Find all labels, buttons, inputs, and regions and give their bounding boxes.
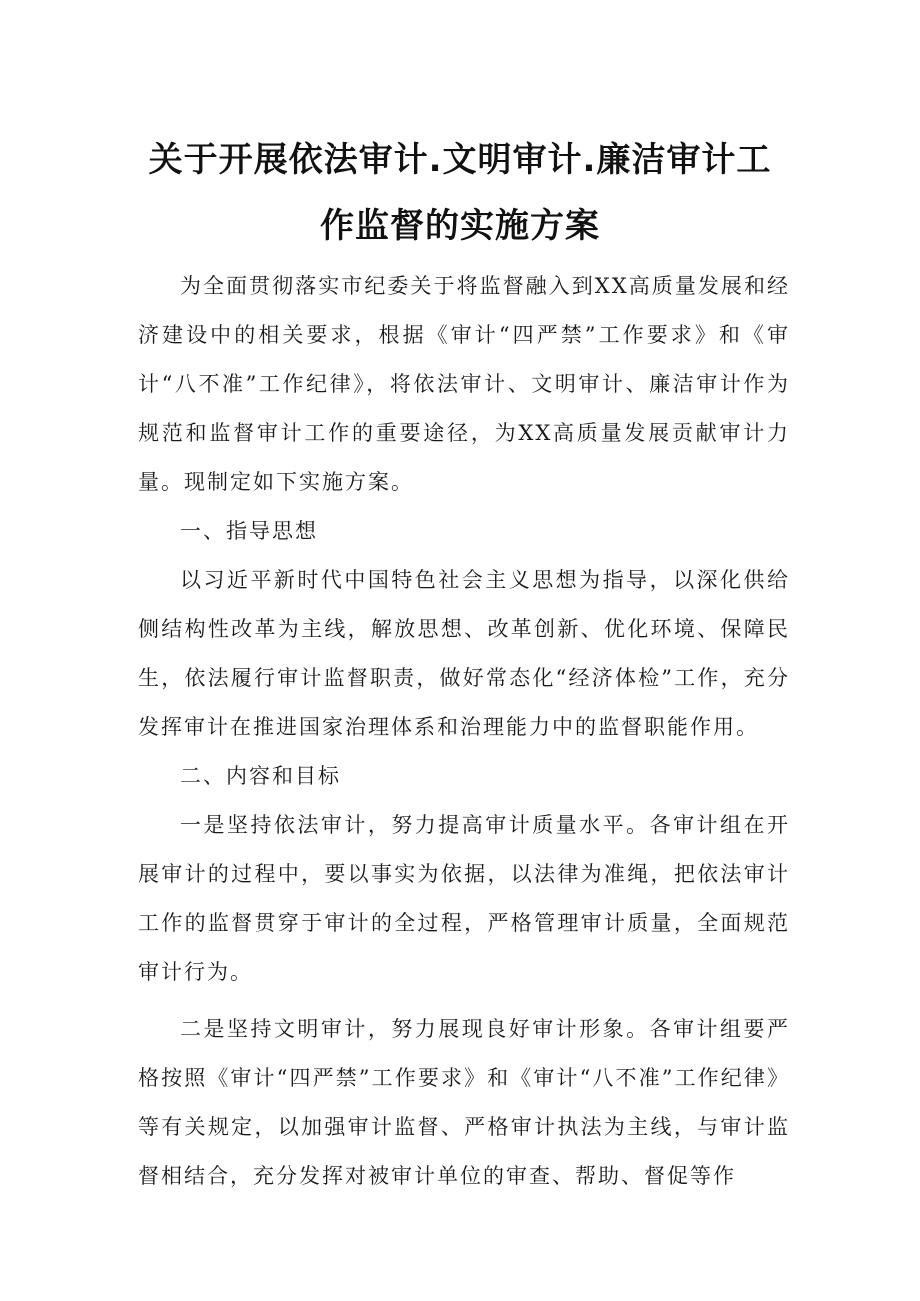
- section-heading-content-and-goals: 二、内容和目标: [180, 764, 341, 788]
- section-heading-guiding-ideology: 一、指导思想: [180, 519, 318, 543]
- document-title-line-2: 作监督的实施方案: [320, 206, 600, 246]
- document-body: [138, 262, 790, 1201]
- guiding-ideology-paragraph: 以习近平新时代中国特色社会主义思想为指导，以深化供给侧结构性改革为主线，解放思想、改革创新、优化环境、保障民生，依法履行审计监督职责，做好常态化“经济体检”工作，充分发挥审计在推进国家治理体系和治理能力中的监督职能作用。: [138, 568, 790, 739]
- civilized-audit-paragraph: 二是坚持文明审计，努力展现良好审计形象。各审计组要严格按照《审计“四严禁”工作要求》和《审计“八不准”工作纪律》等有关规定，以加强审计监督、严格审计执法为主线，与审计监督相结合，充分发挥对被审计单位的审查、帮助、督促等作: [138, 1017, 790, 1188]
- document-title-line-1: 关于开展依法审计.文明审计.廉洁审计工: [148, 140, 772, 180]
- lawful-audit-paragraph: 一是坚持依法审计，努力提高审计质量水平。各审计组在开展审计的过程中，要以事实为依据，以法律为准绳，把依法审计工作的监督贯穿于审计的全过程，严格管理审计质量，全面规范审计行为。: [138, 813, 790, 984]
- intro-paragraph: 为全面贯彻落实市纪委关于将监督融入到XX高质量发展和经济建设中的相关要求，根据《审计“四严禁”工作要求》和《审计“八不准”工作纪律》，将依法审计、文明审计、廉洁审计作为规范和监督审计工作的重要途径，为XX高质量发展贡献审计力量。现制定如下实施方案。: [138, 274, 790, 494]
